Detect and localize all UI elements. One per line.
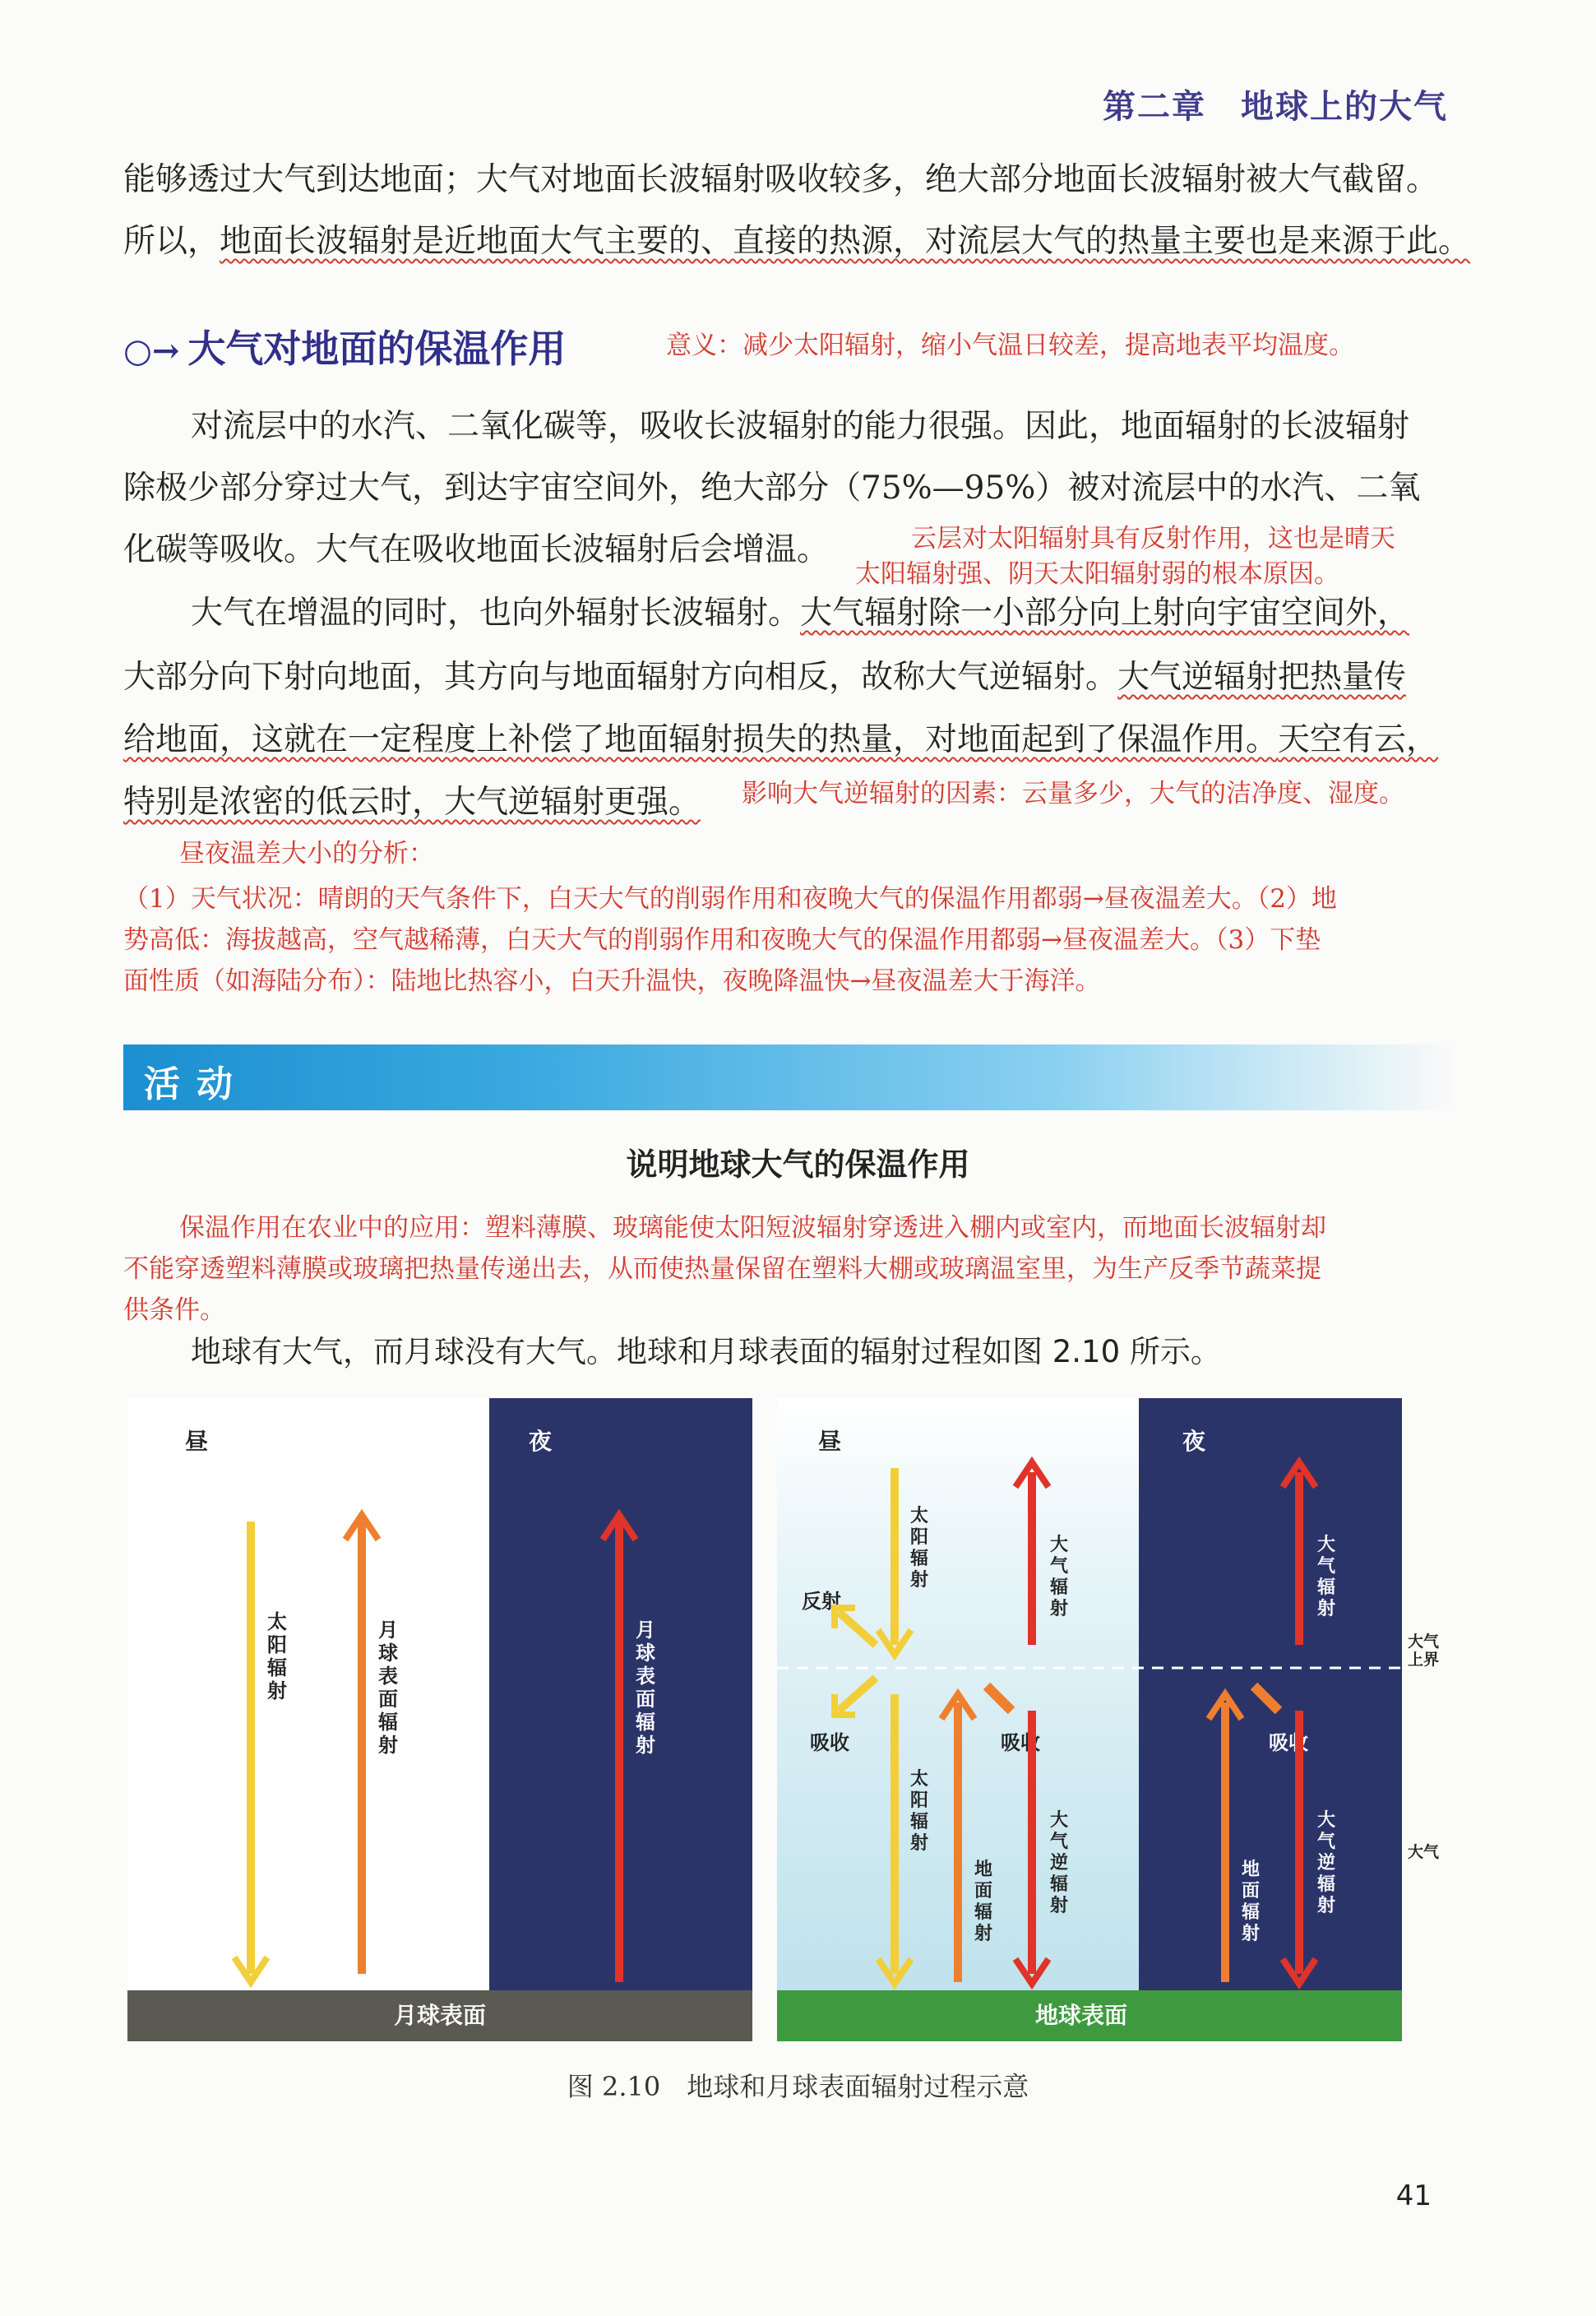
para1-note-2: 太阳辐射强、阴天太阳辐射弱的根本原因。: [855, 559, 1339, 589]
para1-line-2: 除极少部分穿过大气，到达宇宙空间外，绝大部分（75%—95%）被对流层中的水汽、二氧: [123, 470, 1421, 507]
earth-night-absorb-label: 吸收: [1269, 1731, 1308, 1754]
para2-line-2-marked: 大气逆辐射把热量传: [1117, 659, 1407, 696]
intro-line-2: [123, 222, 1470, 262]
earth-night-counter-label: 大气逆辐射: [1317, 1810, 1336, 1916]
earth-night-bg: [1139, 1398, 1402, 1990]
activity-text: 地球有大气，而月球没有大气。地球和月球表面的辐射过程如图 2.10 所示。: [191, 1334, 1221, 1369]
moon-night-label: 夜: [529, 1428, 553, 1455]
para2-line-1: [191, 594, 1409, 633]
upper-boundary-label-1: 大气: [1408, 1633, 1440, 1651]
intro-line-2-marked: 地面长波辐射是近地面大气主要的、直接的热源，对流层大气的热量主要也是来源于此。: [220, 223, 1471, 260]
moon-surface-rad-label: 月球表面辐射: [378, 1619, 398, 1757]
para2-line-1-pre: 大气在增温的同时，也向外辐射长波辐射。: [191, 595, 801, 632]
earth-absorb-mid-label: 吸收: [1001, 1731, 1040, 1754]
analysis-title: 昼夜温差大小的分析：: [179, 839, 434, 868]
activity-title: 说明地球大气的保温作用: [626, 1146, 970, 1183]
para2-line-2: [123, 658, 1406, 697]
para2-note: 影响大气逆辐射的因素：云量多少，大气的洁净度、湿度。: [742, 779, 1404, 808]
para2-line-3-post: 天空有云，: [1278, 721, 1439, 758]
earth-counter-rad-label: 大气逆辐射: [1050, 1810, 1069, 1916]
earth-surface-label: 地球表面: [1034, 2002, 1128, 2029]
moon-day-label: 昼: [185, 1428, 209, 1455]
para1-line-1: 对流层中的水汽、二氧化碳等，吸收长波辐射的能力很强。因此，地面辐射的长波辐射: [191, 408, 1410, 445]
para2-line-2-pre: 大部分向下射向地面，其方向与地面辐射方向相反，故称大气逆辐射。: [123, 659, 1118, 696]
activity-note-line-1: 保温作用在农业中的应用：塑料薄膜、玻璃能使太阳短波辐射穿透进入棚内或室内，而地面长波辐射却: [179, 1213, 1326, 1243]
para2-line-3-marked: 给地面，这就在一定程度上补偿了地面辐射损失的热量，对地面起到了保温作用。: [123, 721, 1279, 758]
section-arrow-icon: ○→: [123, 331, 180, 370]
para2-line-4: [123, 783, 701, 822]
moon-night-rad-label: 月球表面辐射: [636, 1619, 655, 1757]
analysis-line-2: 势高低：海拔越高，空气越稀薄，白天大气的削弱作用和夜晚大气的保温作用都弱→昼夜温差大。（3）下垫: [123, 925, 1321, 955]
moon-solar-label: 太阳辐射: [267, 1610, 287, 1702]
para2-line-3: [123, 720, 1438, 760]
para1-note-1: 云层对太阳辐射具有反射作用，这也是晴天: [911, 524, 1395, 554]
earth-ground-rad-label: 地面辐射: [974, 1860, 993, 1944]
earth-night-ground-rad-label: 地面辐射: [1242, 1860, 1261, 1944]
chapter-title: 第二章 地球上的大气: [1103, 88, 1448, 126]
section-heading: [123, 319, 566, 373]
analysis-line-3: 面性质（如海陆分布）：陆地比热容小，白天升温快，夜晚降温快→昼夜温差大于海洋。: [123, 966, 1101, 996]
earth-reflect-label: 反射: [802, 1590, 841, 1613]
figure-caption: 图 2.10 地球和月球表面辐射过程示意: [567, 2071, 1029, 2102]
earth-night-label: 夜: [1182, 1428, 1206, 1455]
intro-line-2-pre: 所以，: [123, 223, 220, 260]
earth-solar-bottom-label: 太阳辐射: [910, 1769, 929, 1854]
earth-day-label: 昼: [818, 1428, 842, 1455]
earth-atmos-rad-up-label: 大气辐射: [1050, 1535, 1069, 1619]
intro-line-1: 能够透过大气到达地面；大气对地面长波辐射吸收较多，绝大部分地面长波辐射被大气截留。: [123, 161, 1439, 198]
section-note: 意义：减少太阳辐射，缩小气温日较差，提高地表平均温度。: [666, 331, 1354, 360]
atmosphere-label: 大气: [1408, 1843, 1440, 1861]
activity-label: 活动: [144, 1063, 249, 1105]
para1-line-3: 化碳等吸收。大气在吸收地面长波辐射后会增温。: [123, 531, 830, 568]
activity-bar: [123, 1045, 1455, 1110]
earth-solar-top-label: 太阳辐射: [910, 1506, 929, 1591]
para2-line-4-marked: 特别是浓密的低云时，大气逆辐射更强。: [123, 784, 701, 821]
activity-note-line-3: 供条件。: [123, 1295, 225, 1325]
upper-boundary-label-2: 上界: [1408, 1651, 1440, 1669]
section-title: 大气对地面的保温作用: [187, 327, 567, 371]
earth-absorb-left-label: 吸收: [810, 1731, 849, 1754]
radiation-diagram: [127, 1398, 1402, 2056]
activity-note-line-2: 不能穿透塑料薄膜或玻璃把热量传递出去，从而使热量保留在塑料大棚或玻璃温室里，为生产反季节蔬菜提: [123, 1254, 1321, 1284]
earth-night-atmos-rad-label: 大气辐射: [1317, 1535, 1336, 1619]
para2-line-1-marked: 大气辐射除一小部分向上射向宇宙空间外，: [800, 595, 1410, 632]
upper-boundary-label: [1408, 1633, 1439, 1669]
analysis-line-1: （1）天气状况：晴朗的天气条件下，白天大气的削弱作用和夜晚大气的保温作用都弱→昼夜温差大。（2）地: [123, 884, 1337, 914]
page-number: 41: [1395, 2179, 1432, 2212]
moon-surface-label: 月球表面: [393, 2002, 487, 2029]
moon-day-bg: [127, 1398, 489, 1990]
